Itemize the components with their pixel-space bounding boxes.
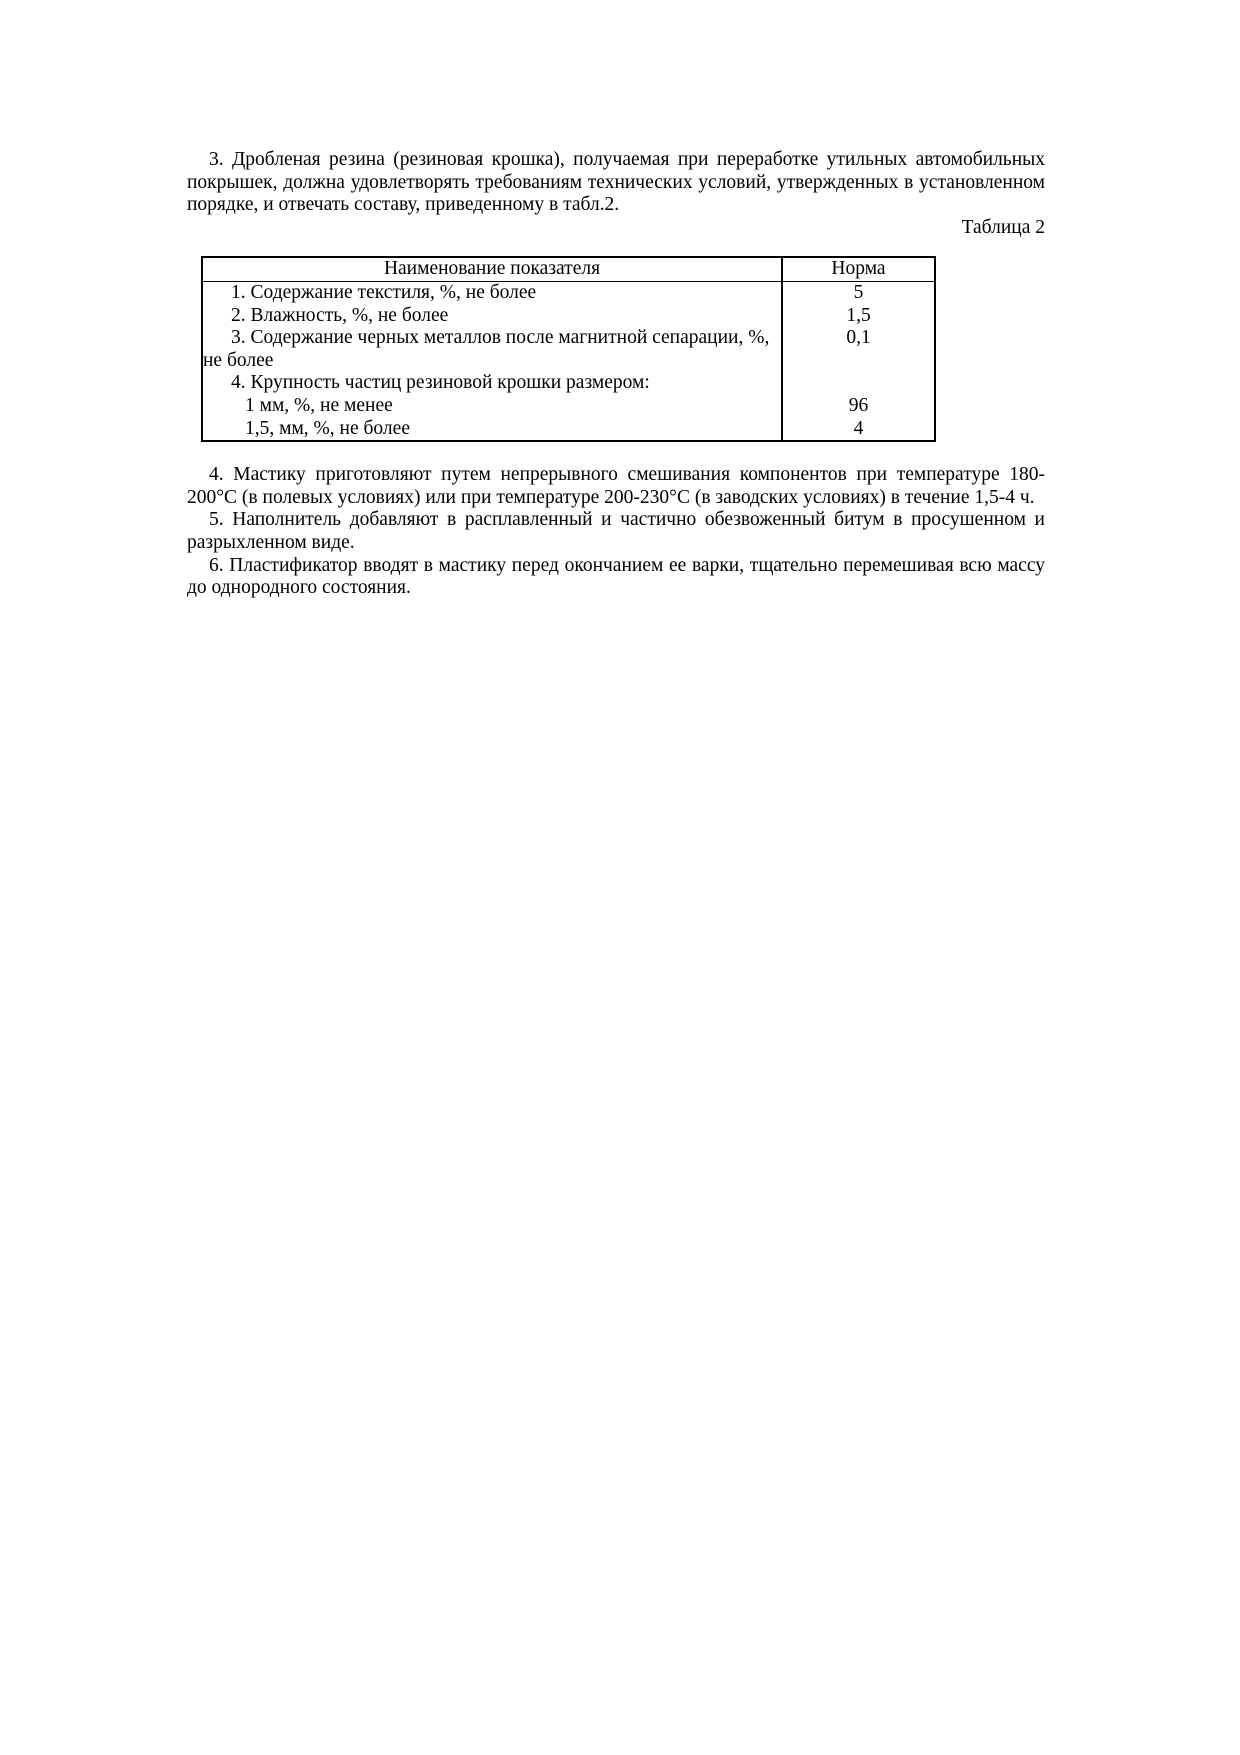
document-page [187,149,1045,600]
indicator-name: 1 мм, %, не менее [245,394,393,416]
norms-table-container [201,256,934,442]
paragraphs-after-table [187,464,1045,600]
norm-value: 96 [782,395,935,418]
indicator-name: 3. Содержание черных металлов после магнитной сепарации, %, не более [203,327,770,371]
norm-value: 4 [782,418,935,442]
indicator-name: 2. Влажность, %, не более [231,304,449,326]
norm-value: 5 [782,281,935,304]
indicator-name: 1. Содержание текстиля, %, не более [231,281,537,303]
norm-value: 1,5 [782,305,935,328]
paragraph-4: 4. Мастику приготовляют путем непрерывного смешивания компонентов при температуре 180-200°С (в полевых условиях) или при температуре 200-230°С (в заводских условиях) в течение 1,5-4 ч. [187,464,1045,508]
header-indicator-name: Наименование показателя [202,257,782,281]
table-header-row [202,257,935,281]
table-row [202,281,935,304]
norm-value [782,372,935,395]
norm-value: 0,1 [782,327,935,372]
paragraph-5: 5. Наполнитель добавляют в расплавленный и частично обезвоженный битум в просушенном и разрыхленном виде. [187,509,1045,553]
header-norm: Норма [782,257,935,281]
table-row [202,327,935,372]
table-row [202,395,935,418]
table-row [202,305,935,328]
paragraph-3: 3. Дробленая резина (резиновая крошка), получаемая при переработке утильных автомобильных покрышек, должна удовлетворять требованиям технических условий, утвержденных в установленном порядке, и отвечать составу, приведенному в табл.2. [187,149,1045,216]
indicator-name: 4. Крупность частиц резиновой крошки размером: [231,372,650,394]
paragraph-6: 6. Пластификатор вводят в мастику перед окончанием ее варки, тщательно перемешивая всю массу до однородного состояния. [187,554,1045,599]
table-row [202,418,935,442]
table-caption: Таблица 2 [961,216,1045,238]
table-row [202,372,935,395]
norms-table [201,256,936,442]
indicator-name: 1,5, мм, %, не более [245,417,410,439]
